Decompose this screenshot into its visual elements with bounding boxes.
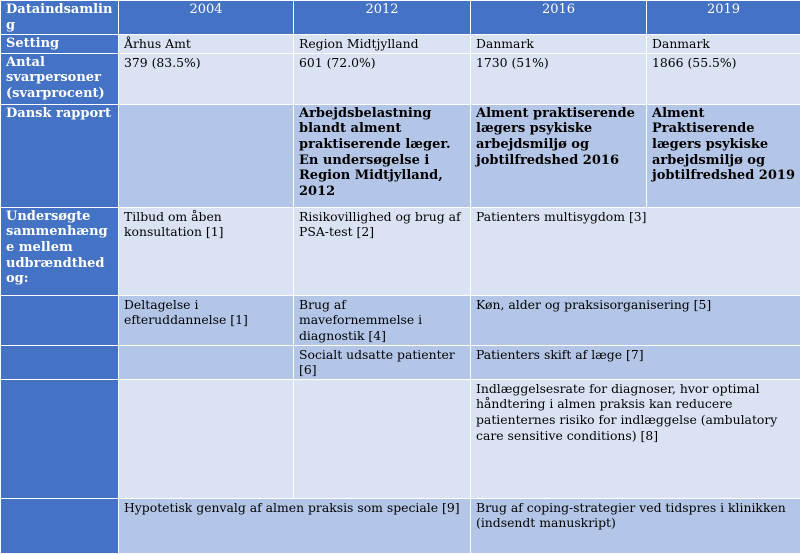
respondents-row	[1, 53, 800, 104]
year-2004: 2004	[119, 1, 294, 35]
association-2016-2019: Patienters multisygdom [3]	[471, 207, 800, 295]
association-2004	[119, 345, 294, 379]
association-2016-2019: Køn, alder og praksisorganisering [5]	[471, 295, 800, 345]
report-2016: Alment praktiserende lægers psykiske arbejdsmiljø og jobtilfredshed 2016	[471, 104, 647, 207]
report-label: Dansk rapport	[1, 104, 119, 207]
setting-row	[1, 35, 800, 54]
setting-label: Setting	[1, 35, 119, 54]
association-row	[1, 345, 800, 379]
association-2012: Brug af mavefornemmelse i diagnostik [4]	[294, 295, 471, 345]
association-2012	[294, 379, 471, 498]
year-2019: 2019	[647, 1, 800, 35]
setting-2019: Danmark	[647, 35, 800, 54]
association-2004	[119, 379, 294, 498]
respondents-2019: 1866 (55.5%)	[647, 53, 800, 104]
row-label-blank	[1, 345, 119, 379]
header-label: Dataindsamling	[1, 1, 119, 35]
report-2004	[119, 104, 294, 207]
header-row	[1, 1, 800, 35]
report-row	[1, 104, 800, 207]
report-2019: Alment Praktiserende lægers psykiske arbejdsmiljø og jobtilfredshed 2019	[647, 104, 800, 207]
association-2004-2012: Hypotetisk genvalg af almen praksis som speciale [9]	[119, 498, 471, 553]
association-row	[1, 207, 800, 295]
association-2016-2019: Patienters skift af læge [7]	[471, 345, 800, 379]
setting-2012: Region Midtjylland	[294, 35, 471, 54]
row-label-blank	[1, 295, 119, 345]
respondents-label: Antal svarpersoner (svarprocent)	[1, 53, 119, 104]
respondents-2004: 379 (83.5%)	[119, 53, 294, 104]
year-2016: 2016	[471, 1, 647, 35]
row-label-blank	[1, 379, 119, 498]
association-2012: Risikovillighed og brug af PSA-test [2]	[294, 207, 471, 295]
association-2004: Tilbud om åben konsultation [1]	[119, 207, 294, 295]
setting-2004: Århus Amt	[119, 35, 294, 54]
association-row	[1, 379, 800, 498]
report-2012: Arbejdsbelastning blandt alment praktiserende læger. En undersøgelse i Region Midtjylland, 2012	[294, 104, 471, 207]
row-label-blank	[1, 498, 119, 553]
respondents-2012: 601 (72.0%)	[294, 53, 471, 104]
respondents-2016: 1730 (51%)	[471, 53, 647, 104]
association-2016-2019: Brug af coping-strategier ved tidspres i klinikken (indsendt manuskript)	[471, 498, 800, 553]
setting-2016: Danmark	[471, 35, 647, 54]
associations-label: Undersøgte sammenhænge mellem udbrændthed og:	[1, 207, 119, 295]
association-2012: Socialt udsatte patienter [6]	[294, 345, 471, 379]
association-row	[1, 295, 800, 345]
association-2004: Deltagelse i efteruddannelse [1]	[119, 295, 294, 345]
association-2016-2019: Indlæggelsesrate for diagnoser, hvor optimal håndtering i almen praksis kan reducere patienternes risiko for indlæggelse (ambulatory care sensitive conditions) [8]	[471, 379, 800, 498]
year-2012: 2012	[294, 1, 471, 35]
association-row	[1, 498, 800, 553]
